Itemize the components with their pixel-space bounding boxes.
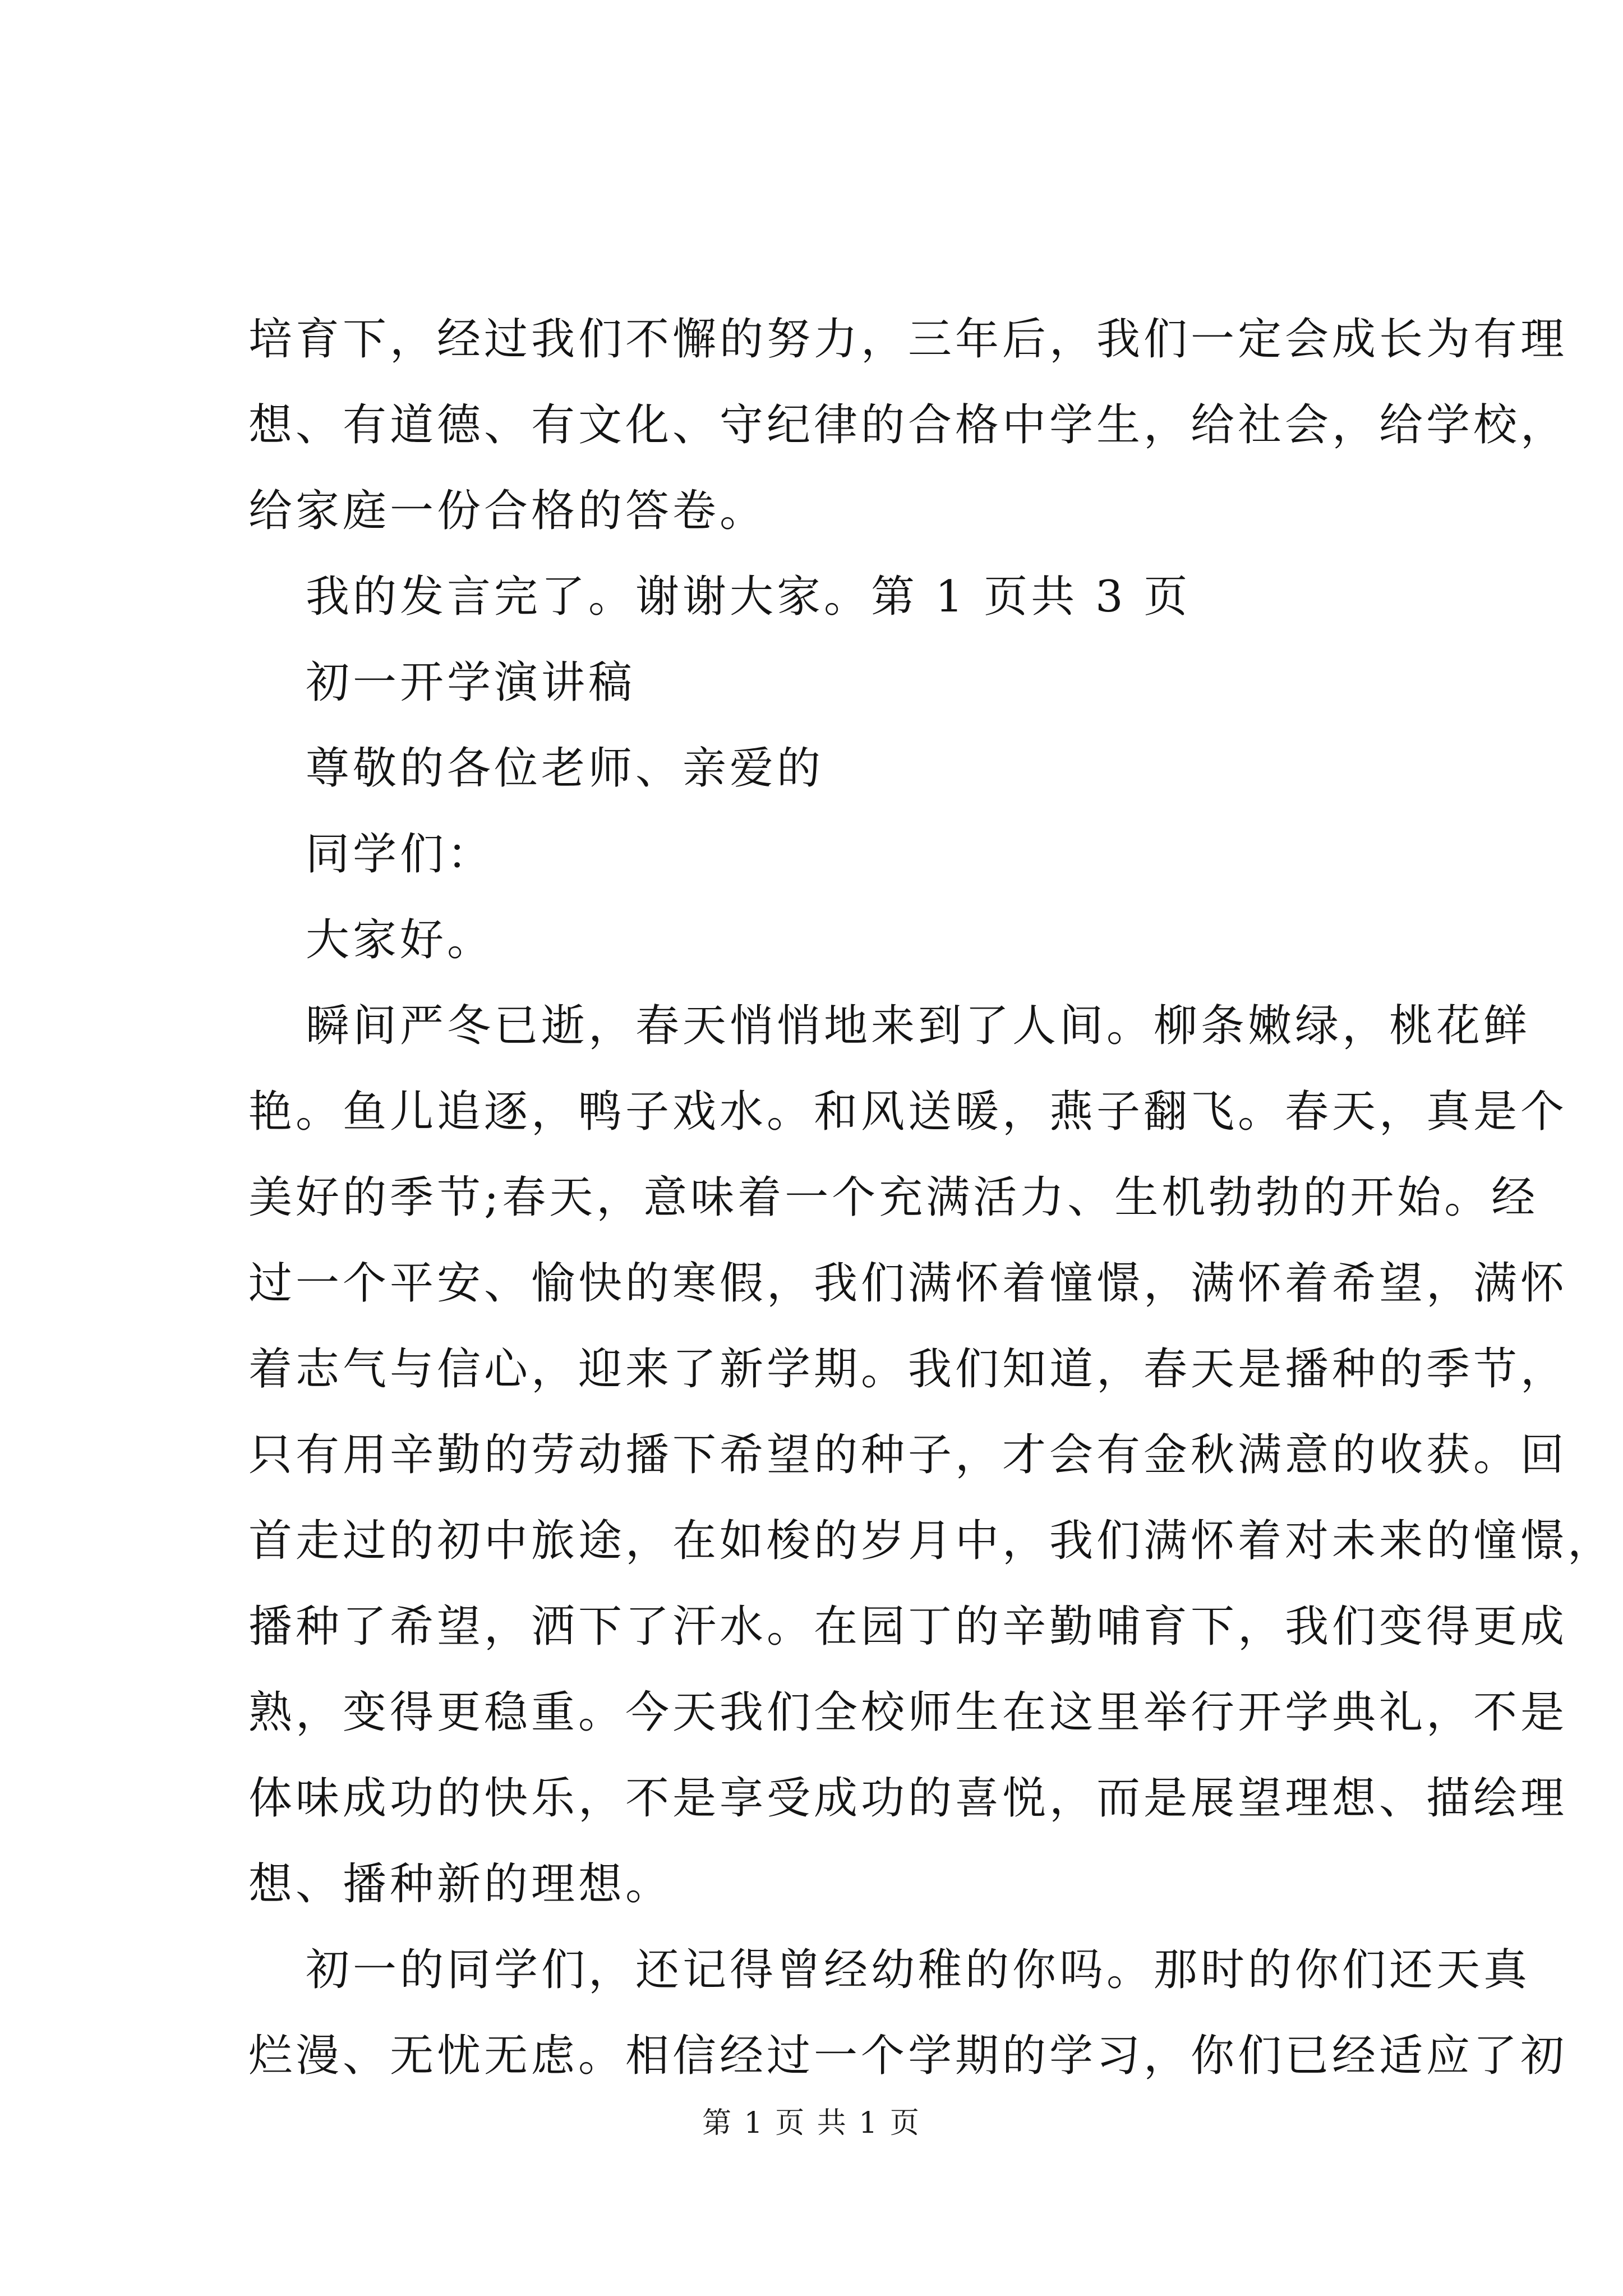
text-line: 过一个平安、愉快的寒假，我们满怀着憧憬，满怀着希望，满怀 (248, 1258, 1568, 1309)
text-line: 播种了希望，洒下了汗水。在园丁的辛勤哺育下，我们变得更成 (248, 1602, 1568, 1652)
text-line: 我的发言完了。谢谢大家。第 1 页共 3 页 (306, 572, 1191, 622)
text-line: 体味成功的快乐，不是享受成功的喜悦，而是展望理想、描绘理 (248, 1773, 1568, 1824)
text-line: 想、播种新的理想。 (248, 1859, 673, 1910)
text-line: 美好的季节;春天，意味着一个充满活力、生机勃勃的开始。经 (248, 1172, 1539, 1223)
text-line: 想、有道德、有文化、守纪律的合格中学生，给社会，给学校， (248, 400, 1568, 450)
text-line: 首走过的初中旅途，在如梭的岁月中，我们满怀着对未来的憧憬， (248, 1516, 1615, 1566)
text-line: 艳。鱼儿追逐，鸭子戏水。和风送暖，燕子翻飞。春天，真是个 (248, 1087, 1568, 1137)
text-line: 瞬间严冬已逝，春天悄悄地来到了人间。柳条嫩绿，桃花鲜 (306, 1001, 1531, 1051)
text-line: 只有用辛勤的劳动播下希望的种子，才会有金秋满意的收获。回 (248, 1430, 1568, 1480)
text-line: 培育下，经过我们不懈的努力，三年后，我们一定会成长为有理 (248, 314, 1568, 365)
text-line: 着志气与信心，迎来了新学期。我们知道，春天是播种的季节， (248, 1344, 1568, 1395)
text-line: 尊敬的各位老师、亲爱的 (306, 743, 824, 794)
text-line: 初一开学演讲稿 (306, 657, 636, 708)
text-line: 烂漫、无忧无虑。相信经过一个学期的学习，你们已经适应了初 (248, 2031, 1568, 2081)
text-line: 初一的同学们，还记得曾经幼稚的你吗。那时的你们还天真 (306, 1945, 1531, 1995)
text-line: 同学们： (306, 829, 495, 880)
text-line: 大家好。 (306, 915, 495, 965)
text-line: 给家庭一份合格的答卷。 (248, 486, 767, 536)
page-footer: 第 1 页 共 1 页 (702, 2106, 921, 2140)
text-line: 熟，变得更稳重。今天我们全校师生在这里举行开学典礼，不是 (248, 1687, 1568, 1738)
